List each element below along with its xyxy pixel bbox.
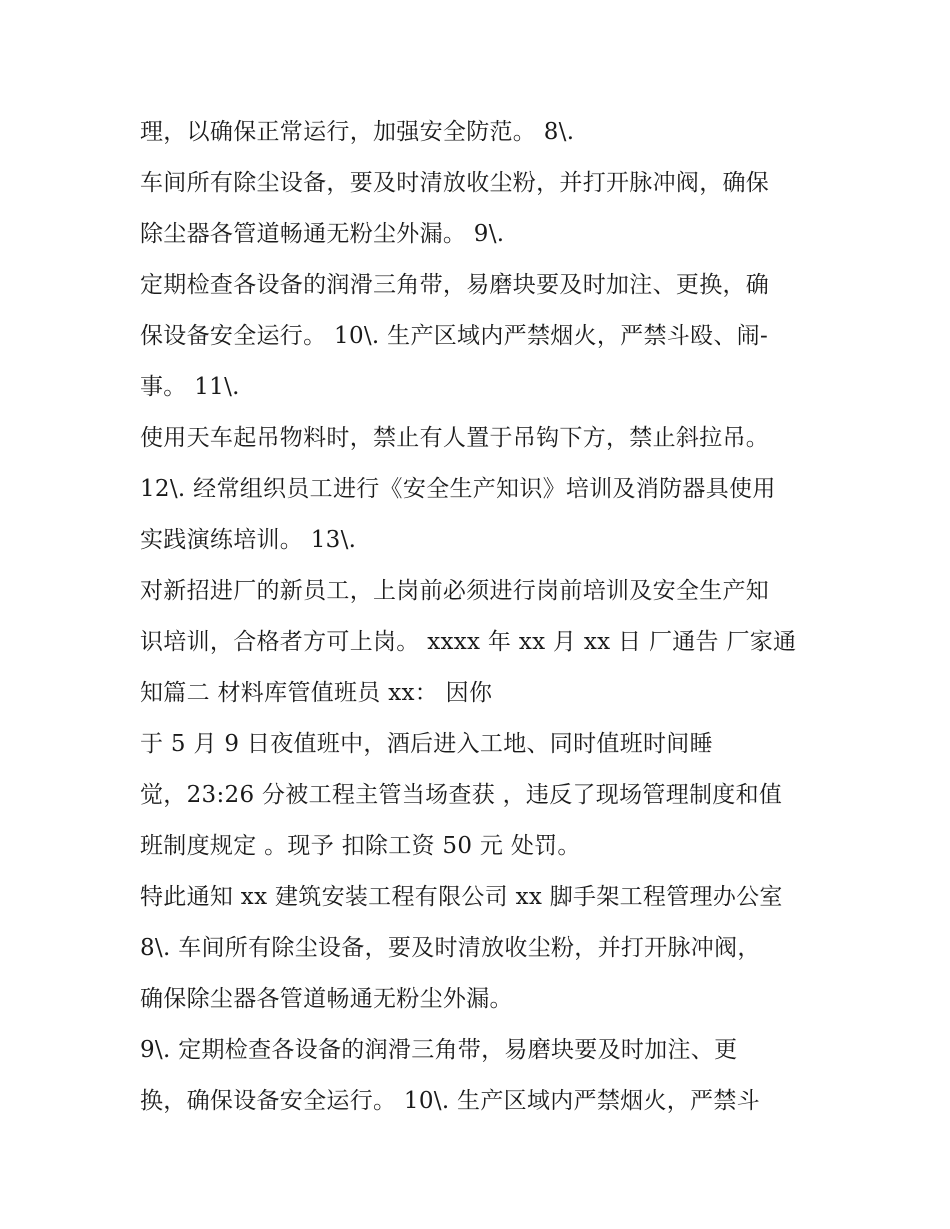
- text-line: 对新招进厂的新员工，上岗前必须进行岗前培训及安全生产知: [140, 578, 770, 604]
- text-line: 事。 11\.: [140, 374, 240, 400]
- text-line: 于 5 月 9 日夜值班中，酒后进入工地、同时值班时间睡: [140, 731, 713, 757]
- text-line: 识培训，合格者方可上岗。 xxxx 年 xx 月 xx 日 厂通告 厂家通: [140, 629, 797, 655]
- text-line: 实践演练培训。 13\.: [140, 527, 357, 553]
- text-line: 9\. 定期检查各设备的润滑三角带，易磨块要及时加注、更: [140, 1037, 738, 1063]
- document-body: [140, 108, 840, 1128]
- text-line: 理，以确保正常运行，加强安全防范。 8\.: [140, 119, 575, 145]
- text-line: 定期检查各设备的润滑三角带，易磨块要及时加注、更换，确: [140, 272, 770, 298]
- text-line: 保设备安全运行。 10\. 生产区域内严禁烟火，严禁斗殴、闹-: [140, 323, 769, 349]
- text-line: 12\. 经常组织员工进行《安全生产知识》培训及消防器具使用: [140, 476, 776, 502]
- text-line: 除尘器各管道畅通无粉尘外漏。 9\.: [140, 221, 505, 247]
- text-line: 使用天车起吊物料时，禁止有人置于吊钩下方，禁止斜拉吊。: [140, 425, 770, 451]
- text-line: 确保除尘器各管道畅通无粉尘外漏。: [140, 986, 513, 1012]
- text-line: 班制度规定 。现予 扣除工资 50 元 处罚。: [140, 833, 581, 859]
- text-line: 特此通知 xx 建筑安装工程有限公司 xx 脚手架工程管理办公室: [140, 884, 783, 910]
- text-line: 觉，23:26 分被工程主管当场查获 ，违反了现场管理制度和值: [140, 782, 783, 808]
- text-line: 8\. 车间所有除尘设备，要及时清放收尘粉，并打开脉冲阀，: [140, 935, 761, 961]
- text-line: 车间所有除尘设备，要及时清放收尘粉，并打开脉冲阀，确保: [140, 170, 770, 196]
- text-line: 知篇二 材料库管值班员 xx： 因你: [140, 680, 493, 706]
- text-line: 换，确保设备安全运行。 10\. 生产区域内严禁烟火，严禁斗: [140, 1088, 760, 1114]
